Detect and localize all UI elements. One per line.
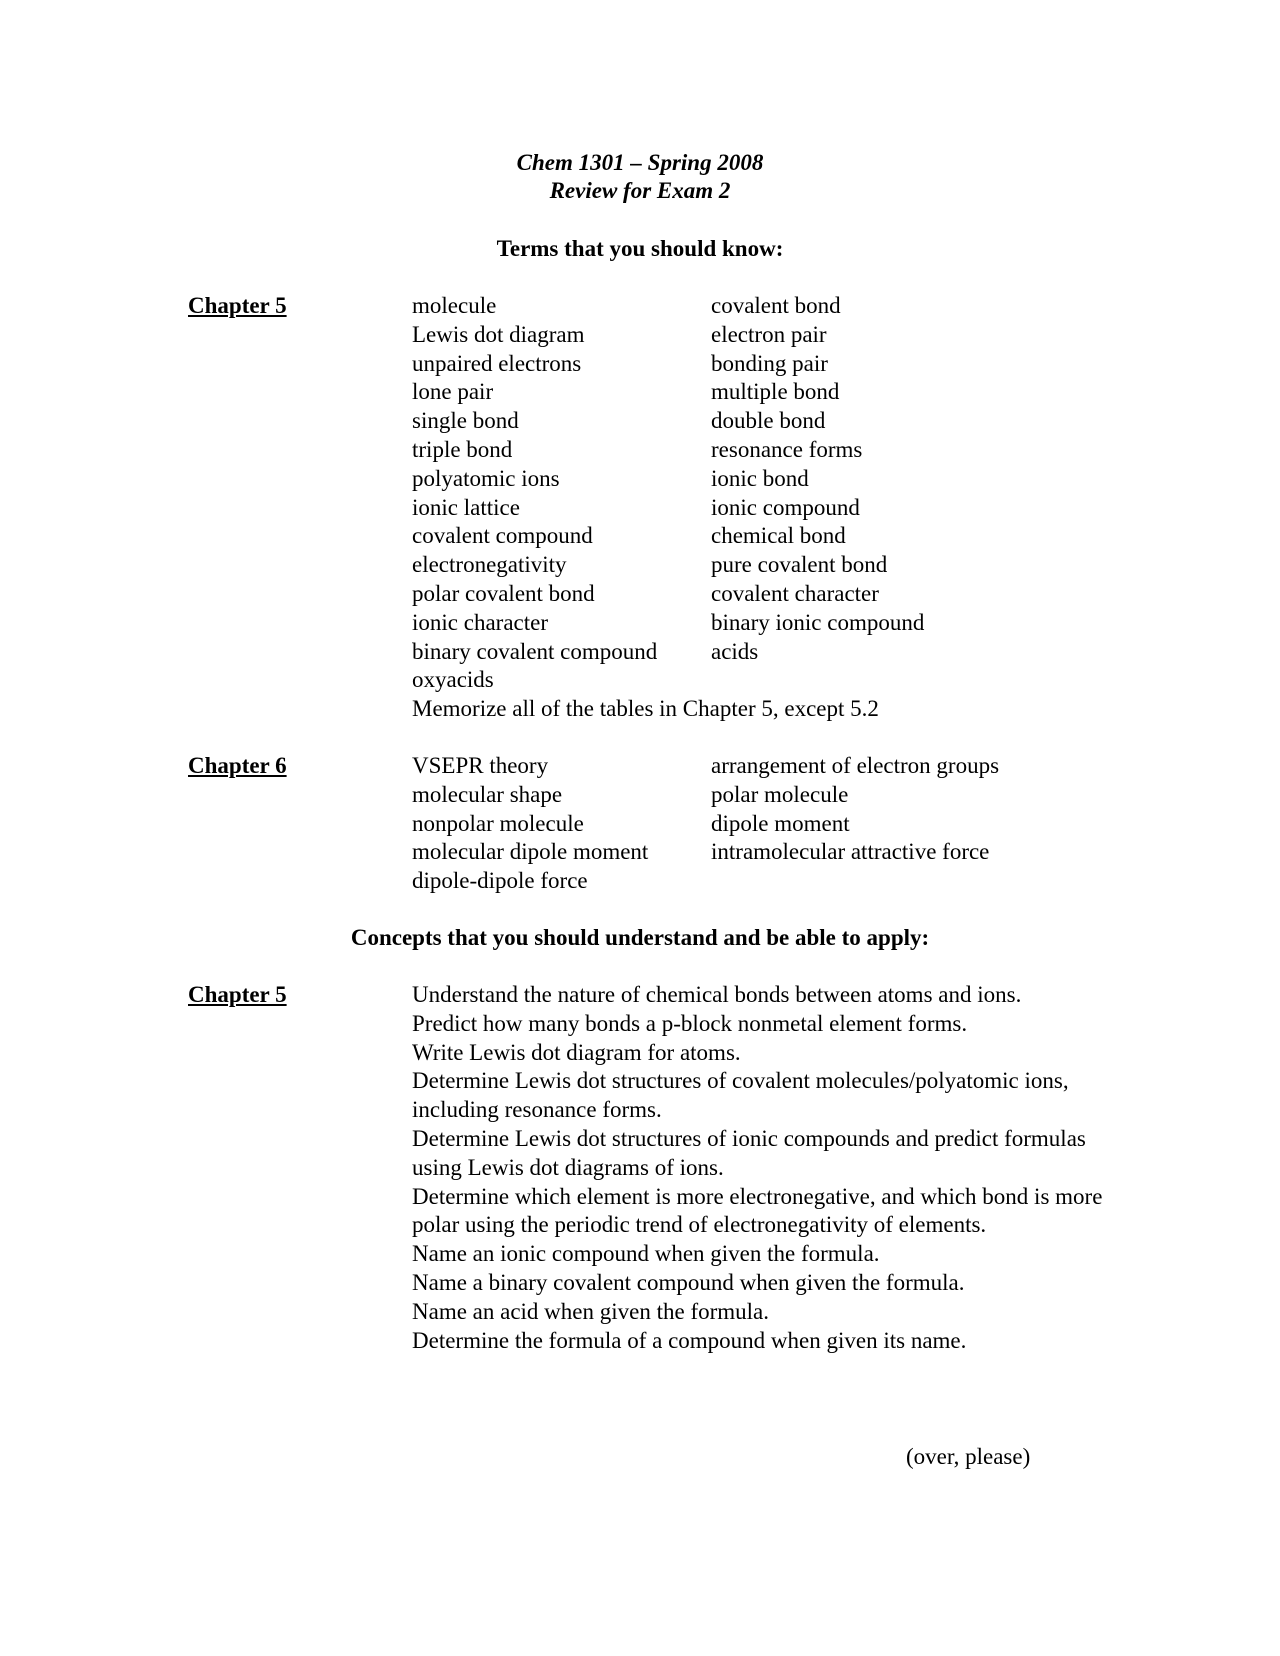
term-item: molecular dipole moment bbox=[412, 839, 649, 865]
term-item: Lewis dot diagram bbox=[412, 321, 585, 347]
term-item: arrangement of electron groups bbox=[711, 753, 1000, 778]
term-item: molecule bbox=[412, 293, 497, 318]
term-item: ionic bond bbox=[711, 465, 809, 491]
document-title: Chem 1301 – Spring 2008 bbox=[516, 150, 764, 175]
term-item: resonance forms bbox=[711, 436, 863, 462]
over-please-note: (over, please) bbox=[906, 1444, 1031, 1469]
chapter-6-terms-right-column bbox=[711, 752, 999, 867]
concept-item: Understand the nature of chemical bonds between atoms and ions. bbox=[412, 982, 1022, 1007]
term-item: polar covalent bond bbox=[412, 580, 595, 606]
memorize-note: Memorize all of the tables in Chapter 5, except 5.2 bbox=[412, 696, 879, 722]
terms-heading: Terms that you should know: bbox=[496, 236, 784, 261]
term-item: polyatomic ions bbox=[412, 465, 560, 491]
chapter-6-terms-left-column bbox=[412, 752, 648, 896]
term-item: ionic lattice bbox=[412, 494, 520, 520]
term-item: dipole-dipole force bbox=[412, 868, 588, 894]
term-item: ionic character bbox=[412, 609, 548, 635]
term-item: ionic compound bbox=[711, 494, 860, 520]
term-item: dipole moment bbox=[711, 810, 850, 836]
term-item: lone pair bbox=[412, 379, 494, 405]
term-item: electron pair bbox=[711, 321, 827, 347]
concept-item: Determine the formula of a compound when given its name. bbox=[412, 1327, 967, 1353]
term-item: covalent bond bbox=[711, 293, 841, 318]
concept-item: Name an ionic compound when given the formula. bbox=[412, 1241, 880, 1267]
terms-chapter-6-label: Chapter 6 bbox=[188, 753, 287, 778]
concept-item: Predict how many bonds a p-block nonmetal element forms. bbox=[412, 1010, 968, 1036]
terms-chapter-5-label: Chapter 5 bbox=[188, 293, 287, 318]
concept-item: Determine which element is more electronegative, and which bond is more polar using the periodic trend of electronegativity of elements. bbox=[412, 1183, 1103, 1238]
term-item: binary ionic compound bbox=[711, 609, 925, 635]
term-item: single bond bbox=[412, 408, 519, 434]
term-item: multiple bond bbox=[711, 379, 840, 405]
term-item: molecular shape bbox=[412, 781, 563, 807]
concept-item: Determine Lewis dot structures of ionic compounds and predict formulas using Lewis dot diagrams of ions. bbox=[412, 1125, 1086, 1180]
chapter-5-concepts-list bbox=[412, 981, 1112, 1355]
term-item: covalent compound bbox=[412, 523, 593, 549]
term-item: chemical bond bbox=[711, 523, 846, 549]
term-item: pure covalent bond bbox=[711, 552, 888, 578]
term-item: electronegativity bbox=[412, 552, 567, 578]
concept-item: Name an acid when given the formula. bbox=[412, 1298, 770, 1324]
concept-item: Name a binary covalent compound when given the formula. bbox=[412, 1269, 965, 1295]
term-item: covalent character bbox=[711, 580, 879, 606]
concept-item: Determine Lewis dot structures of covalent molecules/polyatomic ions, including resonance forms. bbox=[412, 1068, 1069, 1123]
term-item: binary covalent compound bbox=[412, 638, 658, 664]
term-item: bonding pair bbox=[711, 350, 828, 376]
term-item: unpaired electrons bbox=[412, 350, 582, 376]
term-item: triple bond bbox=[412, 436, 513, 462]
chapter-5-terms-right-column bbox=[711, 292, 924, 666]
concepts-chapter-5-label: Chapter 5 bbox=[188, 982, 287, 1007]
concept-item: Write Lewis dot diagram for atoms. bbox=[412, 1039, 741, 1065]
term-item: polar molecule bbox=[711, 781, 849, 807]
term-item: acids bbox=[711, 638, 759, 664]
document-subtitle: Review for Exam 2 bbox=[549, 178, 731, 203]
term-item: double bond bbox=[711, 408, 826, 434]
term-item: oxyacids bbox=[412, 667, 494, 693]
term-item: nonpolar molecule bbox=[412, 810, 584, 836]
term-item: VSEPR theory bbox=[412, 753, 549, 778]
term-item: intramolecular attractive force bbox=[711, 839, 990, 865]
concepts-heading: Concepts that you should understand and be able to apply: bbox=[350, 925, 930, 950]
